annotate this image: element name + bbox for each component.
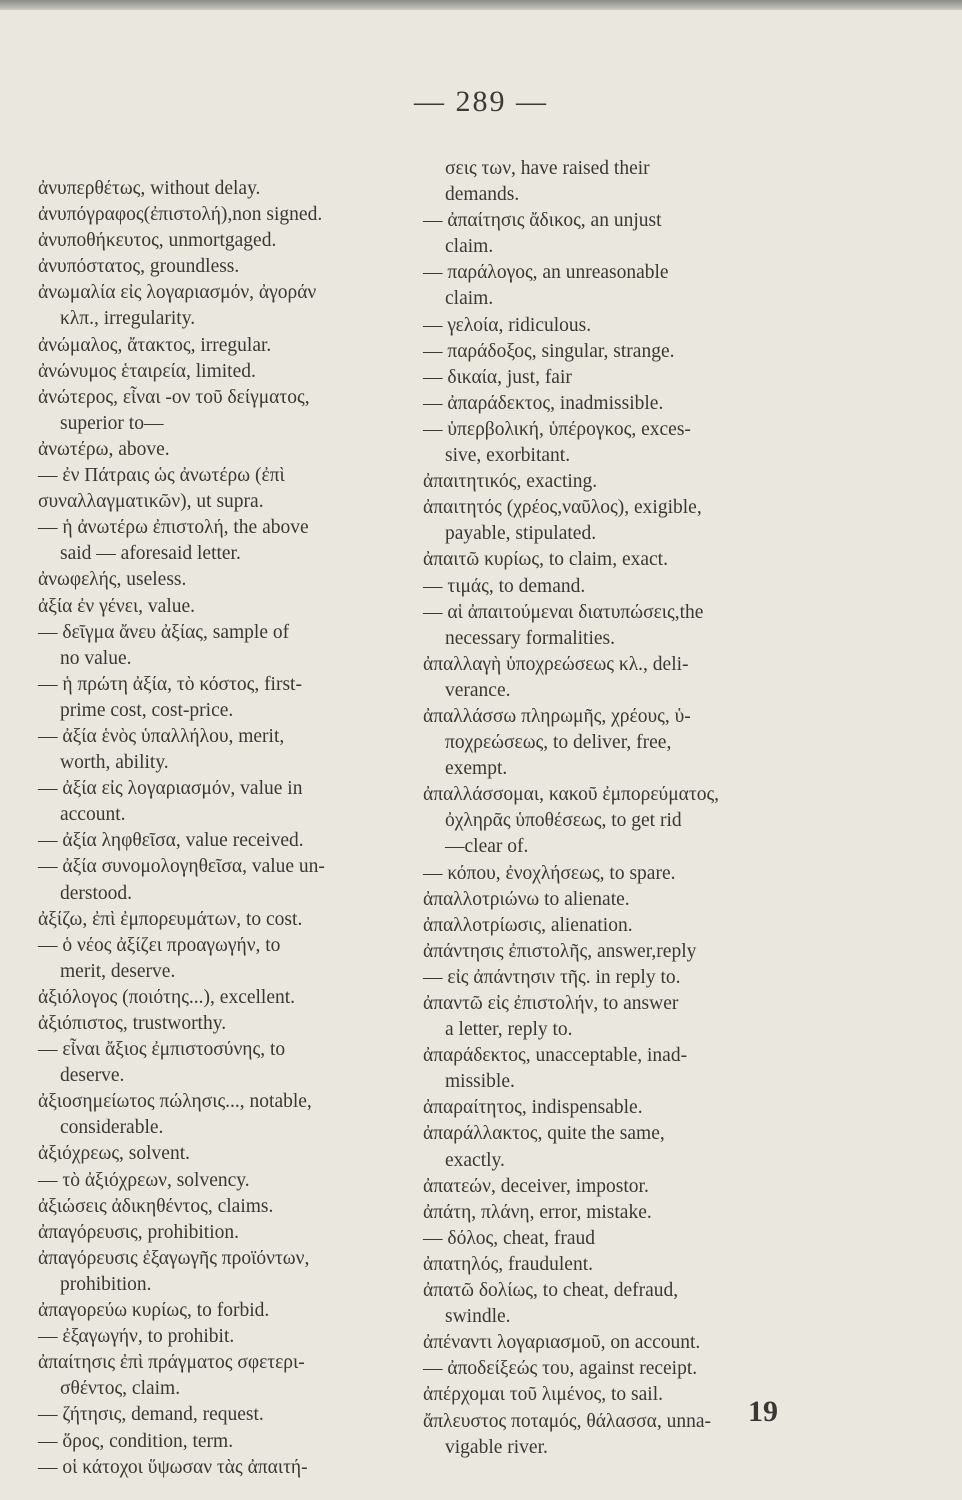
left-column bbox=[38, 176, 430, 1481]
dictionary-entry-line: ἀπατεών, deceiver, impostor. bbox=[423, 1175, 649, 1197]
dictionary-entry-line: worth, ability. bbox=[60, 752, 169, 774]
dictionary-entry-line: prohibition. bbox=[60, 1273, 152, 1295]
dictionary-entry-line: — εἶναι ἄξιος ἐμπιστοσύνης, to bbox=[38, 1039, 286, 1061]
dictionary-entry-line: merit, deserve. bbox=[60, 960, 176, 982]
dictionary-entry-line: — ἀξία ἑνὸς ὑπαλλήλου, merit, bbox=[38, 725, 285, 747]
dictionary-entry-line: exactly. bbox=[445, 1149, 505, 1171]
dictionary-entry-line: — ὑπερβολική, ὑπέρογκος, exces- bbox=[423, 418, 691, 440]
dictionary-entry-line: payable, stipulated. bbox=[445, 523, 597, 545]
dictionary-entry-line: superior to— bbox=[60, 412, 164, 434]
dictionary-entry-line: — δικαία, just, fair bbox=[423, 366, 572, 388]
dictionary-entry-line: σθέντος, claim. bbox=[60, 1378, 181, 1400]
dictionary-entry-line: ἀνωμαλία εἰς λογαριασμόν, ἀγοράν bbox=[38, 282, 317, 304]
dictionary-entry-line: — δόλος, cheat, fraud bbox=[423, 1227, 596, 1249]
dictionary-entry-line: ἀξίζω, ἐπὶ ἐμπορευμάτων, to cost. bbox=[38, 908, 303, 930]
dictionary-entry-line: ἄπλευστος ποταμός, θάλασσα, unna- bbox=[423, 1410, 711, 1432]
dictionary-entry-line: ἀπαλλοτρίωσις, alienation. bbox=[423, 914, 633, 936]
page-top-edge bbox=[0, 0, 962, 10]
page-number: — 289 — bbox=[414, 85, 548, 118]
dictionary-entry-line: ἀξιώσεις ἀδικηθέντος, claims. bbox=[38, 1195, 274, 1217]
dictionary-entry-line: ἀπαιτητός (χρέος,ναῦλος), exigible, bbox=[423, 497, 702, 519]
dictionary-entry-line: σεις των, have raised their bbox=[445, 158, 650, 179]
dictionary-entry-line: — ὅρος, condition, term. bbox=[38, 1430, 234, 1452]
dictionary-entry-line: ἀνωφελής, useless. bbox=[38, 569, 187, 591]
dictionary-entry-line: said — aforesaid letter. bbox=[60, 543, 241, 565]
dictionary-entry-line: — αἱ ἀπαιτούμεναι διατυπώσεις,the bbox=[423, 601, 704, 623]
dictionary-entry-line: — ἡ ἀνωτέρω ἐπιστολή, the above bbox=[38, 517, 309, 539]
dictionary-entry-line: ἀξία ἐν γένει, value. bbox=[38, 595, 196, 617]
dictionary-entry-line: no value. bbox=[60, 647, 132, 669]
dictionary-entry-line: ἀπέναντι λογαριασμοῦ, on account. bbox=[423, 1332, 701, 1354]
dictionary-entry-line: ἀξιόλογος (ποιότης...), excellent. bbox=[38, 986, 296, 1008]
dictionary-entry-line: ἀνώτερος, εἶναι -ον τοῦ δείγματος, bbox=[38, 386, 310, 408]
dictionary-entry-line: — παράλογος, an unreasonable bbox=[423, 262, 669, 284]
dictionary-entry-line: — κόπου, ἐνοχλήσεως, to spare. bbox=[423, 862, 676, 884]
dictionary-entry-line: sive, exorbitant. bbox=[445, 445, 571, 467]
dictionary-entry-line: verance. bbox=[445, 679, 511, 701]
dictionary-entry-line: claim. bbox=[445, 236, 494, 258]
dictionary-entry-line: — ἐν Πάτραις ὡς ἀνωτέρω (ἐπὶ bbox=[38, 465, 285, 487]
dictionary-entry-line: — παράδοξος, singular, strange. bbox=[423, 340, 675, 362]
dictionary-entry-line: — ζήτησις, demand, request. bbox=[38, 1404, 264, 1426]
dictionary-entry-line: ἀξιοσημείωτος πώλησις..., notable, bbox=[38, 1091, 312, 1113]
dictionary-entry-line: ἀνυπερθέτως, without delay. bbox=[38, 178, 261, 199]
dictionary-entry-line: ἀπαραίτητος, indispensable. bbox=[423, 1097, 643, 1119]
dictionary-entry-line: — ἀξία συνομολογηθεῖσα, value un- bbox=[38, 856, 325, 878]
dictionary-entry-line: — γελοία, ridiculous. bbox=[423, 314, 592, 336]
dictionary-entry-line: — ἐξαγωγήν, to prohibit. bbox=[38, 1326, 235, 1348]
dictionary-entry-line: ἀνυποθήκευτος, unmortgaged. bbox=[38, 230, 277, 252]
dictionary-entry-line: συναλλαγματικῶν), ut supra. bbox=[38, 491, 264, 513]
dictionary-entry-line: necessary formalities. bbox=[445, 627, 616, 649]
dictionary-entry-line: ἀνώνυμος ἑταιρεία, limited. bbox=[38, 360, 256, 382]
dictionary-entry-line: ἀπαράλλακτος, quite the same, bbox=[423, 1123, 665, 1145]
dictionary-entry-line: — δεῖγμα ἄνευ ἀξίας, sample of bbox=[38, 621, 290, 643]
dictionary-entry-line: ἀπέρχομαι τοῦ λιμένος, to sail. bbox=[423, 1384, 664, 1406]
dictionary-entry-line: — τὸ ἀξιόχρεων, solvency. bbox=[38, 1169, 250, 1191]
dictionary-entry-line: ἀξιόχρεως, solvent. bbox=[38, 1143, 190, 1165]
dictionary-entry-line: deserve. bbox=[60, 1065, 125, 1087]
dictionary-entry-line: considerable. bbox=[60, 1117, 164, 1139]
dictionary-entry-line: — ἀπαίτησις ἄδικος, an unjust bbox=[423, 210, 662, 232]
right-column bbox=[423, 156, 823, 1461]
dictionary-entry-line: ἀπαγόρευσις, prohibition. bbox=[38, 1221, 239, 1243]
dictionary-entry-line: ἀπαίτησις ἐπὶ πράγματος σφετερι- bbox=[38, 1352, 305, 1374]
dictionary-entry-line: ἀνώμαλος, ἄτακτος, irregular. bbox=[38, 334, 272, 356]
dictionary-entry-line: demands. bbox=[445, 184, 520, 206]
dictionary-entry-line: ἀπατῶ δολίως, to cheat, defraud, bbox=[423, 1280, 679, 1302]
dictionary-entry-line: a letter, reply to. bbox=[445, 1019, 573, 1041]
dictionary-entry-line: ἀπάτη, πλάνη, error, mistake. bbox=[423, 1201, 652, 1223]
dictionary-entry-line: κλπ., irregularity. bbox=[60, 308, 196, 330]
dictionary-entry-line: — τιμάς, to demand. bbox=[423, 575, 586, 597]
dictionary-entry-line: ὀχληρᾶς ὑποθέσεως, to get rid bbox=[445, 810, 682, 832]
dictionary-entry-line: ἀξιόπιστος, trustworthy. bbox=[38, 1013, 227, 1034]
dictionary-entry-line: ἀπαλλοτριώνω to alienate. bbox=[423, 888, 630, 910]
dictionary-entry-line: ποχρεώσεως, to deliver, free, bbox=[445, 732, 672, 754]
dictionary-entry-line: claim. bbox=[445, 288, 494, 310]
dictionary-entry-line: ἀπαγορεύω κυρίως, to forbid. bbox=[38, 1300, 270, 1322]
dictionary-entry-line: ἀπάντησις ἐπιστολῆς, answer,reply bbox=[423, 940, 697, 962]
dictionary-entry-line: ἀπαιτῶ κυρίως, to claim, exact. bbox=[423, 549, 668, 571]
dictionary-entry-line: ἀπατηλός, fraudulent. bbox=[423, 1253, 593, 1275]
dictionary-entry-line: — ἡ πρώτη ἀξία, τὸ κόστος, first- bbox=[38, 673, 302, 695]
dictionary-entry-line: —clear of. bbox=[445, 836, 529, 858]
dictionary-entry-line: — οἱ κάτοχοι ὕψωσαν τὰς ἀπαιτή- bbox=[38, 1456, 308, 1478]
dictionary-entry-line: ἀνυπόγραφος(ἐπιστολή),non signed. bbox=[38, 204, 323, 226]
signature-mark: 19 bbox=[748, 1395, 778, 1428]
dictionary-entry-line: ἀπαλλαγὴ ὑποχρεώσεως κλ., deli- bbox=[423, 653, 689, 675]
dictionary-entry-line: ἀπαράδεκτος, unacceptable, inad- bbox=[423, 1045, 688, 1067]
dictionary-entry-line: ἀπαντῶ εἰς ἐπιστολήν, to answer bbox=[423, 993, 679, 1014]
dictionary-entry-line: — ἀξία ληφθεῖσα, value received. bbox=[38, 830, 304, 852]
dictionary-entry-line: ἀνωτέρω, above. bbox=[38, 438, 170, 460]
dictionary-entry-line: swindle. bbox=[445, 1306, 511, 1328]
dictionary-entry-line: — ἀποδείξεώς του, against receipt. bbox=[423, 1358, 698, 1380]
dictionary-entry-line: ἀπαλλάσσομαι, κακοῦ ἐμπορεύματος, bbox=[423, 784, 720, 806]
dictionary-entry-line: derstood. bbox=[60, 882, 133, 904]
dictionary-entry-line: ἀπαιτητικός, exacting. bbox=[423, 471, 598, 493]
dictionary-entry-line: ἀπαλλάσσω πληρωμῆς, χρέους, ὑ- bbox=[423, 705, 691, 727]
dictionary-entry-line: ἀνυπόστατος, groundless. bbox=[38, 256, 240, 278]
dictionary-entry-line: missible. bbox=[445, 1071, 515, 1093]
dictionary-entry-line: — ἀξία εἰς λογαριασμόν, value in bbox=[38, 778, 303, 800]
dictionary-entry-line: — εἰς ἀπάντησιν τῆς. in reply to. bbox=[423, 966, 681, 988]
dictionary-entry-line: exempt. bbox=[445, 758, 508, 780]
dictionary-entry-line: vigable river. bbox=[445, 1436, 548, 1458]
dictionary-entry-line: — ὁ νέος ἀξίζει προαγωγήν, to bbox=[38, 934, 281, 956]
dictionary-entry-line: account. bbox=[60, 804, 126, 826]
dictionary-entry-line: — ἀπαράδεκτος, inadmissible. bbox=[423, 392, 664, 414]
dictionary-entry-line: ἀπαγόρευσις ἐξαγωγῆς προϊόντων, bbox=[38, 1247, 310, 1269]
dictionary-entry-line: prime cost, cost-price. bbox=[60, 699, 234, 721]
